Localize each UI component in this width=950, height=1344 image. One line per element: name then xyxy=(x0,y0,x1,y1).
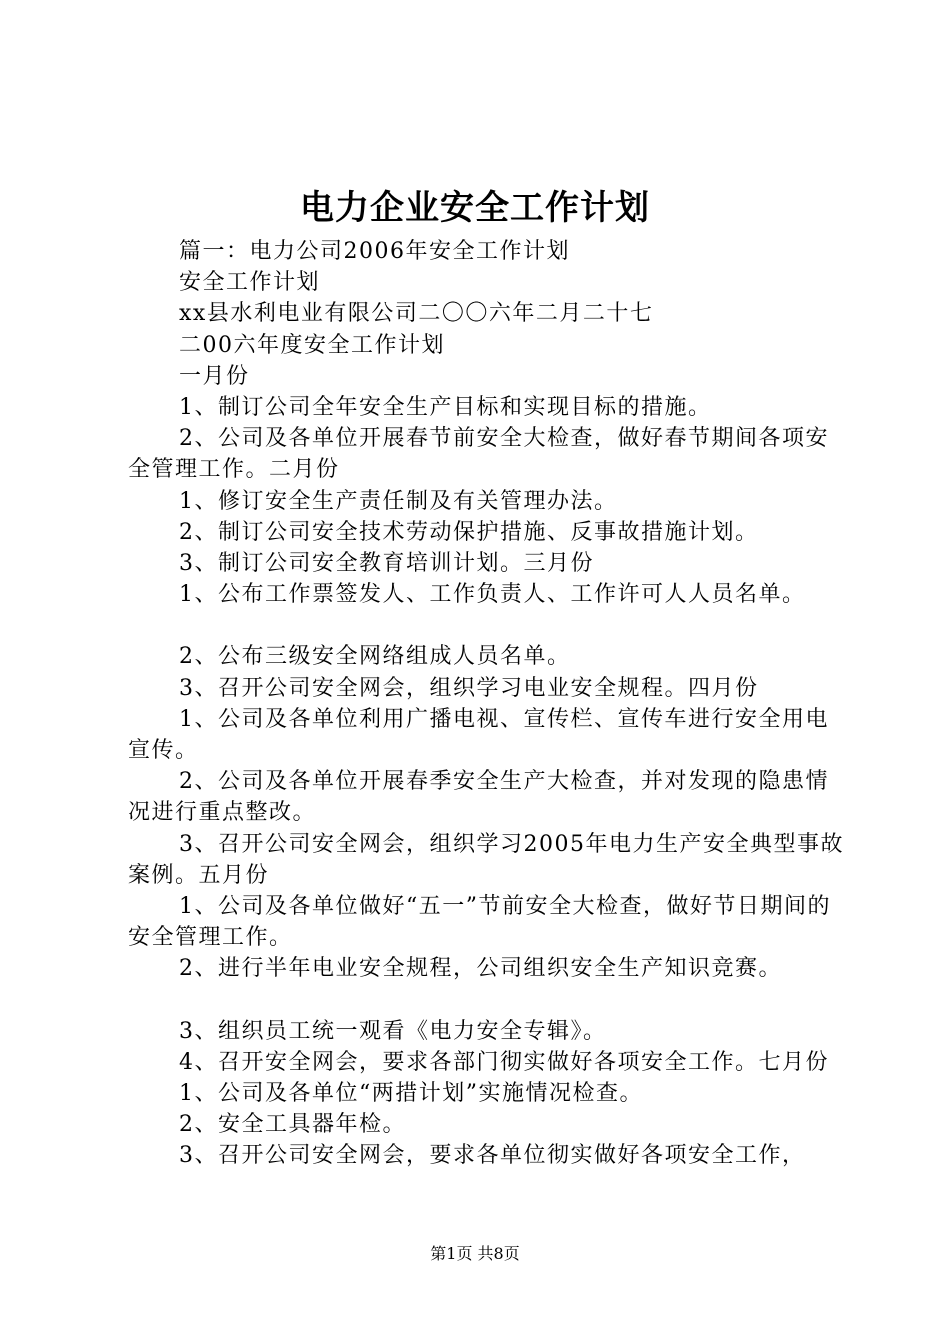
page-footer: 第1页 共8页 xyxy=(430,1244,520,1263)
paragraph: 3、召开公司安全网会，组织学习2005年电力生产安全典型事故案例。五月份 xyxy=(128,831,844,888)
paragraph: 1、修订安全生产责任制及有关管理办法。 xyxy=(179,488,618,514)
paragraph: 1、公布工作票签发人、工作负责人、工作许可人人员名单。 xyxy=(179,582,806,608)
paragraph: 3、召开公司安全网会，要求各单位彻实做好各项安全工作， xyxy=(179,1143,806,1169)
paragraph: 2、安全工具器年检。 xyxy=(179,1112,406,1138)
paragraph: 2、进行半年电业安全规程，公司组织安全生产知识竞赛。 xyxy=(179,956,782,982)
document-title: 电力企业安全工作计划 xyxy=(300,188,650,228)
paragraph: 2、公司及各单位开展春季安全生产大检查，并对发现的隐患情况进行重点整改。 xyxy=(128,769,829,826)
document-body xyxy=(128,236,848,1172)
paragraph: 篇一：电力公司2006年安全工作计划 xyxy=(179,239,570,264)
paragraph: 1、公司及各单位利用广播电视、宣传栏、宣传车进行安全用电宣传。 xyxy=(128,706,829,764)
paragraph: 安全工作计划 xyxy=(179,270,321,296)
paragraph: 1、公司及各单位做好“五一”节前安全大检查，做好节日期间的安全管理工作。 xyxy=(128,894,831,951)
paragraph: 1、公司及各单位“两措计划”实施情况检查。 xyxy=(179,1081,643,1107)
paragraph: 4、召开安全网会，要求各部门彻实做好各项安全工作。七月份 xyxy=(179,1049,829,1075)
paragraph: xx县水利电业有限公司二〇〇六年二月二十七 xyxy=(179,301,654,327)
paragraph: 二00六年度安全工作计划 xyxy=(179,332,445,358)
paragraph: 3、制订公司安全教育培训计划。三月份 xyxy=(179,551,594,577)
paragraph: 2、制订公司安全技术劳动保护措施、反事故措施计划。 xyxy=(179,519,759,545)
paragraph: 3、组织员工统一观看《电力安全专辑》。 xyxy=(179,1018,607,1044)
paragraph: 3、召开公司安全网会，组织学习电业安全规程。四月份 xyxy=(179,675,759,701)
paragraph: 2、公司及各单位开展春节前安全大检查，做好春节期间各项安全管理工作。二月份 xyxy=(128,426,829,483)
paragraph: 一月份 xyxy=(179,363,250,389)
paragraph: 2、公布三级安全网络组成人员名单。 xyxy=(179,644,571,670)
paragraph: 1、制订公司全年安全生产目标和实现目标的措施。 xyxy=(179,395,712,421)
